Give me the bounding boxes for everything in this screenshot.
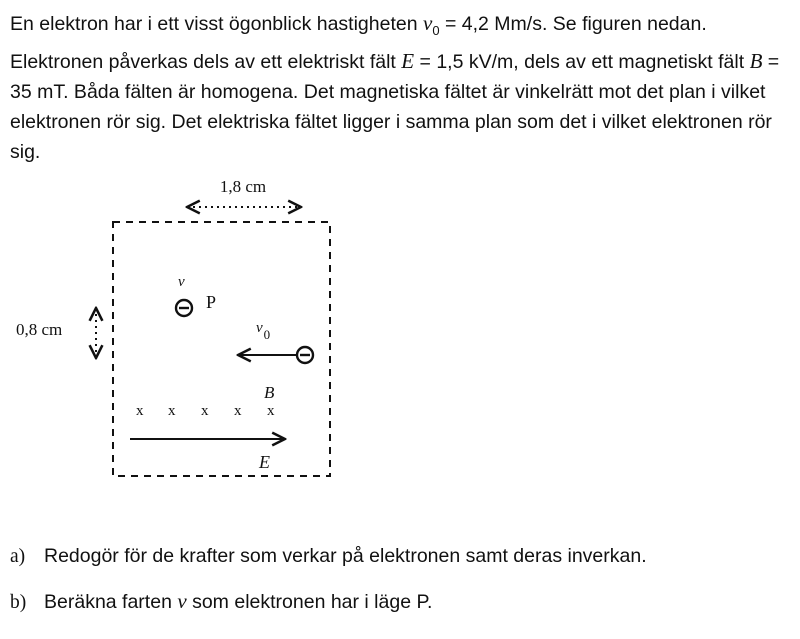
field-figure xyxy=(0,168,800,498)
E-symbol: E xyxy=(401,48,415,73)
B-cross: x xyxy=(168,403,176,419)
P-label: P xyxy=(206,292,217,312)
intro-text-4: = 35 mT. Båda fälten är homogena. Det magnetiska fältet är vinkelrätt mot det plan i vilket elektronen rör sig. Det elektriska fältet ligger i samma plan som det i vilket elektronen rör sig. xyxy=(10,50,780,163)
electron-initial xyxy=(297,347,313,363)
B-cross: x xyxy=(201,403,209,419)
v0-label xyxy=(256,320,270,342)
intro-text-2: = 4,2 Mm/s. Se figuren nedan. Elektronen påverkas dels av ett elektriskt fält xyxy=(10,13,707,73)
B-cross: x xyxy=(136,403,144,419)
question-b-v-symbol: v xyxy=(177,589,187,613)
field-region xyxy=(113,222,330,476)
question-a-text: Redogör för de krafter som verkar på elektronen samt deras inverkan. xyxy=(44,545,647,567)
E-label: E xyxy=(259,452,270,472)
v0-label-sym: v xyxy=(256,320,263,336)
B-field-crosses xyxy=(136,403,275,419)
electron-at-P xyxy=(176,300,192,316)
B-label: B xyxy=(264,383,275,402)
width-label: 1,8 cm xyxy=(219,177,267,196)
intro-text-1: En elektron har i ett visst ögonblick hastigheten xyxy=(10,13,423,35)
v0-symbol: v xyxy=(423,11,433,35)
v0-subscript: 0 xyxy=(432,22,440,38)
question-b-text-1: Beräkna farten xyxy=(44,591,178,613)
problem-intro xyxy=(10,8,790,167)
height-label: 0,8 cm xyxy=(16,320,63,339)
question-a-label: a) xyxy=(10,546,26,567)
v0-label-sub: 0 xyxy=(263,327,271,342)
question-b-label: b) xyxy=(10,592,27,613)
B-cross: x xyxy=(234,403,242,419)
B-symbol: B xyxy=(749,48,763,73)
B-cross: x xyxy=(267,403,275,419)
question-b-text-2: som elektronen har i läge P. xyxy=(186,591,433,613)
intro-text-3: = 1,5 kV/m, dels av ett magnetiskt fält xyxy=(414,50,750,73)
question-b xyxy=(10,588,432,616)
question-a xyxy=(10,543,647,570)
v-label: v xyxy=(178,274,185,290)
